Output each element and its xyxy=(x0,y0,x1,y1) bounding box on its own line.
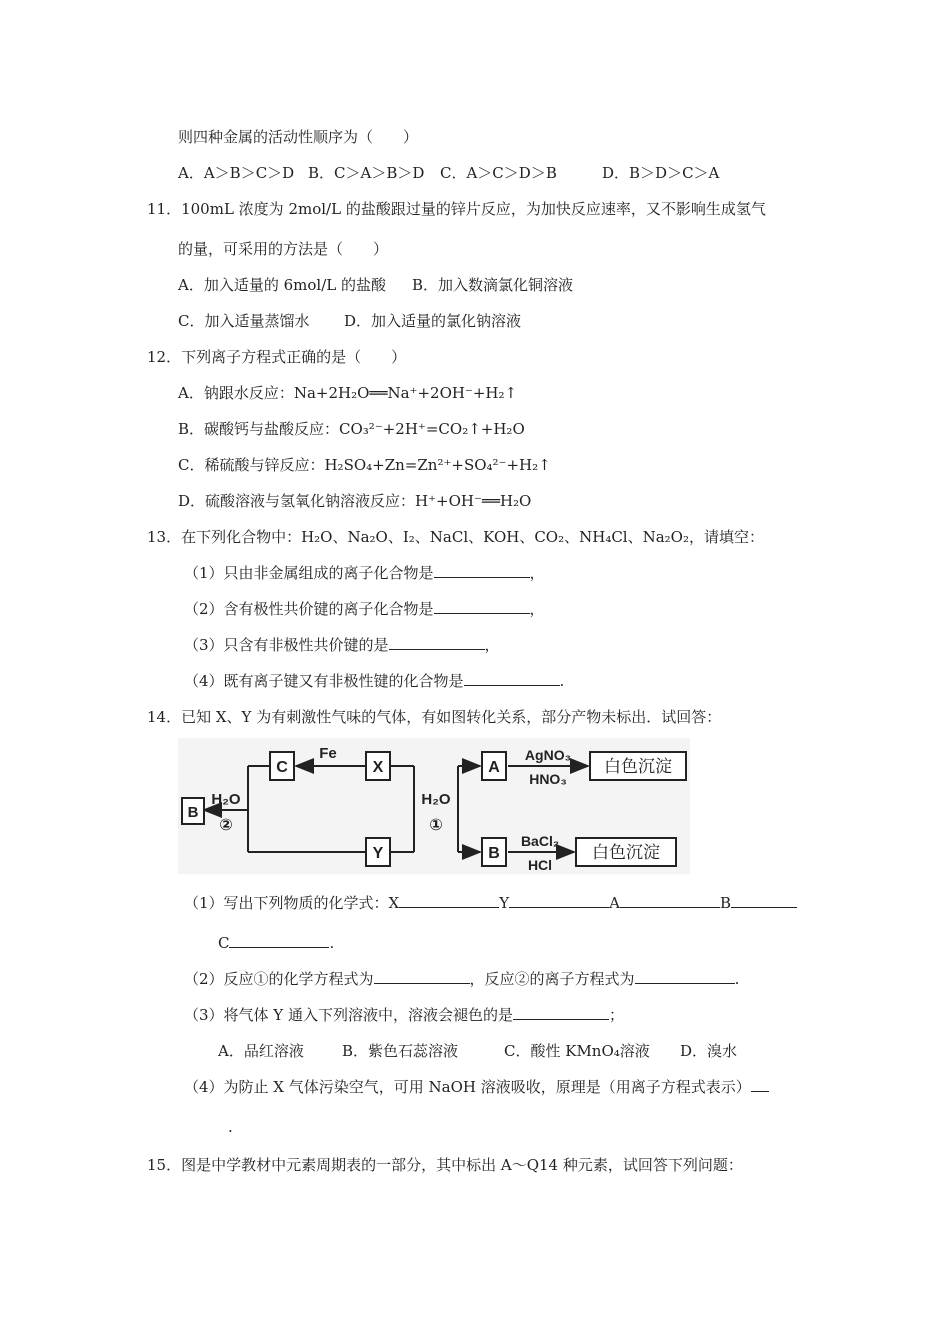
q14-sub-4 xyxy=(184,1077,769,1097)
q13-sub-1-text: （1）只由非金属组成的离子化合物是 xyxy=(184,564,434,582)
q13-stem: 13．在下列化合物中：H₂O、Na₂O、I₂、NaCl、KOH、CO₂、NH₄Cl、Na₂O₂，请填空： xyxy=(147,528,764,546)
q14-sub-1-text: （1）写出下列物质的化学式：X xyxy=(184,894,400,912)
q11-option-a: A．加入适量的 6mol/L 的盐酸 xyxy=(178,276,386,294)
q15-stem: 15．图是中学教材中元素周期表的一部分，其中标出 A～Q14 种元素，试回答下列问题： xyxy=(147,1156,743,1174)
q10-options xyxy=(178,163,719,183)
q10-option-b: B．C＞A＞B＞D xyxy=(308,164,425,182)
answer-blank-c[interactable] xyxy=(229,933,329,948)
q11-option-c: C．加入适量蒸馏水 xyxy=(178,312,310,330)
label-hcl: HCl xyxy=(527,857,553,873)
label-b-left: B xyxy=(187,804,199,821)
q12-option-a: A．钠跟水反应：Na+2H₂O══Na⁺+2OH⁻+H₂↑ xyxy=(178,384,518,402)
label-c-formula: C xyxy=(218,934,230,952)
q10-option-c: C．A＞C＞D＞B xyxy=(440,164,557,182)
label-a: A xyxy=(488,759,500,776)
q11-options-cd xyxy=(178,311,521,331)
q14-option-d: D．溴水 xyxy=(680,1042,738,1060)
label-h2o-right: H₂O xyxy=(421,791,451,808)
q14-sub-2-text-a: （2）反应①的化学方程式为 xyxy=(184,970,374,988)
label-h2o-left: H₂O xyxy=(211,791,241,808)
answer-blank[interactable] xyxy=(635,969,735,984)
punct-comma: ， xyxy=(529,564,545,582)
q11-options-ab xyxy=(178,275,573,295)
label-y-formula: Y xyxy=(499,894,510,912)
punct-period: . xyxy=(734,970,740,988)
q11-stem: 11．100mL 浓度为 2mol/L 的盐酸跟过量的锌片反应，为加快反应速率，又不影响生成氢气 xyxy=(147,200,766,218)
label-circle-2: ② xyxy=(219,817,233,834)
q10-stem: 则四种金属的活动性顺序为（ ） xyxy=(178,128,419,146)
q14-sub-2-text-b: ，反应②的离子方程式为 xyxy=(469,970,635,988)
answer-blank[interactable] xyxy=(374,969,470,984)
q11-option-b: B．加入数滴氯化铜溶液 xyxy=(412,276,574,294)
q14-sub-1 xyxy=(184,893,797,913)
label-a-formula: A xyxy=(609,894,620,912)
label-b-right: B xyxy=(488,845,500,862)
reaction-flow-svg xyxy=(178,738,690,874)
label-circle-1: ① xyxy=(429,817,443,834)
q14-option-a: A．品红溶液 xyxy=(218,1042,304,1060)
label-bacl2: BaCl₂ xyxy=(520,833,560,849)
punct-semicolon: ； xyxy=(608,1006,624,1024)
answer-blank[interactable] xyxy=(389,635,485,650)
label-hno3: HNO₃ xyxy=(529,771,567,787)
label-agno3: AgNO₃ xyxy=(524,747,572,763)
label-c: C xyxy=(276,759,288,776)
punct-comma: ， xyxy=(529,600,545,618)
q12-stem: 12．下列离子方程式正确的是（ ） xyxy=(147,348,407,366)
answer-blank[interactable] xyxy=(434,563,530,578)
answer-blank-b[interactable] xyxy=(731,893,797,908)
q13-sub-2 xyxy=(184,599,545,619)
q13-sub-3-text: （3）只含有非极性共价键的是 xyxy=(184,636,389,654)
label-white-precipitate-2: 白色沉淀 xyxy=(592,843,660,863)
label-x: X xyxy=(372,759,384,776)
answer-blank[interactable] xyxy=(513,1005,609,1020)
label-white-precipitate-1: 白色沉淀 xyxy=(604,757,672,777)
q11-stem-cont: 的量，可采用的方法是（ ） xyxy=(178,240,389,258)
q14-sub-1-cont xyxy=(218,933,334,953)
q14-sub-4-text: （4）为防止 X 气体污染空气，可用 NaOH 溶液吸收，原理是（用离子方程式表示） xyxy=(184,1078,751,1096)
answer-blank[interactable] xyxy=(464,671,560,686)
q13-sub-3 xyxy=(184,635,500,655)
q14-sub-2 xyxy=(184,969,739,989)
q12-option-b: B．碳酸钙与盐酸反应：CO₃²⁻+2H⁺=CO₂↑+H₂O xyxy=(178,420,525,438)
answer-blank-y[interactable] xyxy=(509,893,609,908)
q13-sub-1 xyxy=(184,563,545,583)
punct-period: . xyxy=(329,934,335,952)
punct-period: . xyxy=(228,1118,233,1136)
punct-comma: ， xyxy=(484,636,500,654)
q12-option-d: D．硫酸溶液与氢氧化钠溶液反应：H⁺+OH⁻══H₂O xyxy=(178,492,532,510)
q11-option-d: D．加入适量的氯化钠溶液 xyxy=(344,312,522,330)
label-b-formula: B xyxy=(719,894,732,912)
reaction-flow-diagram xyxy=(178,738,690,874)
q10-option-d: D．B＞D＞C＞A xyxy=(602,164,720,182)
q13-sub-2-text: （2）含有极性共价键的离子化合物是 xyxy=(184,600,434,618)
q13-sub-4 xyxy=(184,671,564,691)
label-fe: Fe xyxy=(319,745,337,762)
q14-sub-4-end xyxy=(228,1117,233,1137)
q13-sub-4-text: （4）既有离子键又有非极性键的化合物是 xyxy=(184,672,464,690)
q14-stem: 14．已知 X、Y 为有刺激性气味的气体，有如图转化关系，部分产物未标出．试回答： xyxy=(147,708,722,726)
q14-option-c: C．酸性 KMnO₄溶液 xyxy=(504,1042,650,1060)
q14-sub-3-options xyxy=(218,1041,737,1061)
q10-option-a: A．A＞B＞C＞D xyxy=(178,164,295,182)
q14-sub-3-text: （3）将气体 Y 通入下列溶液中，溶液会褪色的是 xyxy=(184,1006,513,1024)
q14-sub-3 xyxy=(184,1005,624,1025)
q12-option-c: C．稀硫酸与锌反应：H₂SO₄+Zn=Zn²⁺+SO₄²⁻+H₂↑ xyxy=(178,456,551,474)
q14-option-b: B．紫色石蕊溶液 xyxy=(342,1042,459,1060)
punct-period: . xyxy=(559,672,565,690)
answer-blank-x[interactable] xyxy=(399,893,499,908)
answer-blank[interactable] xyxy=(751,1077,769,1092)
answer-blank-a[interactable] xyxy=(620,893,720,908)
label-y: Y xyxy=(372,845,384,862)
answer-blank[interactable] xyxy=(434,599,530,614)
